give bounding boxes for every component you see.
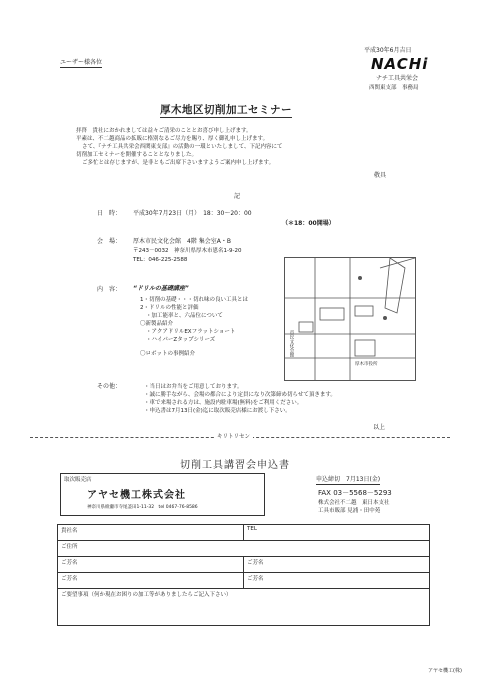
list-item: 〇ロボットの事例紹介 [140, 351, 196, 357]
deadline: 申込締切 7月13日(金) [316, 476, 381, 483]
name-field-1[interactable] [58, 557, 244, 573]
tel-label: TEL [247, 526, 257, 532]
greeting-block [76, 127, 406, 167]
dealer-address: 神奈川県綾瀬市寺尾釜田1-11-32 tel 0467-76-8586 [87, 505, 198, 510]
list-item: ・誠に勝手ながら、会場の都合により定員になり次第締め切らせて頂きます。 [144, 392, 336, 398]
map-label-cityhall: 厚木市役所 [355, 362, 378, 367]
content-list [140, 296, 285, 358]
dealer-box [60, 473, 265, 516]
list-item: ・車で来場される方は、施設内駐車場(無料)をご利用ください。 [144, 400, 303, 406]
other-list [144, 383, 404, 415]
dealer-label: 取次販売店 [64, 477, 92, 483]
list-item: 1・切削の基礎・・・切れ味の良い工具とは [140, 297, 249, 303]
name-label: ご芳名 [247, 576, 264, 582]
page-title: 厚木地区切削加工セミナー [160, 104, 292, 116]
name-field-2[interactable] [244, 557, 430, 573]
name-field-3[interactable] [58, 573, 244, 589]
other-label: その他： [97, 383, 122, 390]
request-field[interactable] [58, 589, 430, 626]
map-label-hall: 市民文化会館 [289, 330, 294, 357]
greeting-line: 切削加工セミナーを開催することとなりました。 [76, 152, 198, 158]
list-item: ・当日はお弁当をご用意しております。 [144, 384, 243, 390]
fax-org-2: 工具市販部 見浦・田中苑 [318, 508, 381, 514]
footer-company: アヤセ機工(株) [428, 668, 462, 674]
address-label: ご住所 [61, 544, 78, 550]
cut-label: キリトリセン [214, 433, 253, 441]
venue-tel: TEL：046-225-2588 [133, 257, 188, 263]
date-label: 日 時： [97, 210, 122, 217]
venue-name: 厚木市民文化会館 4階 集会室A・B [133, 238, 231, 245]
content-title: “ドリルの基礎講座” [133, 285, 189, 292]
keigu: 敬具 [374, 172, 387, 179]
name-label: ご芳名 [247, 560, 264, 566]
doors-open-note: （＊18：00開場） [282, 220, 335, 227]
ijou: 以上 [373, 424, 386, 431]
greeting-line: ご多忙とは存じますが、是非ともご出席下さいますようご案内申し上げます。 [82, 160, 275, 166]
list-item: 2・ドリルの性能と評価 [140, 305, 199, 311]
map-drawing [285, 258, 415, 380]
fax-org-1: 株式会社不二越 東日本支社 [318, 500, 390, 506]
org-dept: 西関東支部 事務局 [369, 85, 419, 91]
issue-date: 平成30年6月吉日 [364, 47, 412, 54]
venue-map [284, 257, 416, 381]
name-label: ご芳名 [61, 560, 78, 566]
application-form [57, 524, 430, 626]
venue-label: 会 場： [97, 238, 122, 245]
ki-heading: 記 [234, 193, 241, 200]
request-label: ご要望事項（何か現在お困りの加工等がありましたらご記入下さい） [61, 592, 232, 598]
greeting-line: 平素は、不二越商品の拡販に格別なるご尽力を賜り、厚く御礼申し上げます。 [76, 136, 269, 142]
list-item: ・申込書は7月13日(金)迄に取次販売店様にお渡し下さい。 [144, 408, 291, 414]
recipient: ユーザー様各位 [60, 59, 103, 66]
venue-address: 〒243－0032 神奈川県厚木市恩名1-9-20 [133, 248, 242, 254]
nachi-logo: NACHi [371, 55, 429, 73]
greeting-line: 拝啓 貴社におかれましては益々ご清栄のこととお喜び申し上げます。 [76, 128, 252, 134]
list-item: 〇新製品紹介 [140, 321, 174, 327]
list-item: ・加工能率と、六品位について [146, 313, 223, 319]
company-field[interactable] [58, 525, 244, 541]
greeting-line: さて、『ナチ工具共栄会西関東支部』の活動の一環といたしまして、下記内容にて [82, 144, 283, 150]
fax-number: FAX 03－5568－5293 [318, 489, 392, 497]
event-date: 平成30年7月23日（月） 18：30～20：00 [133, 210, 252, 217]
form-title: 切削工具講習会申込書 [180, 460, 290, 471]
content-label: 内 容： [97, 286, 122, 293]
list-item: ・アクアドリルEXフラットショート [146, 329, 236, 335]
list-item: ・ハイパーZタップシリーズ [146, 337, 216, 343]
company-label: 貴社名 [61, 528, 78, 534]
name-field-4[interactable] [244, 573, 430, 589]
tel-field[interactable] [244, 525, 430, 541]
name-label: ご芳名 [61, 576, 78, 582]
dealer-name: アヤセ機工株式会社 [87, 490, 186, 501]
address-field[interactable] [58, 541, 430, 557]
org-name: ナチ工具共栄会 [376, 75, 419, 82]
